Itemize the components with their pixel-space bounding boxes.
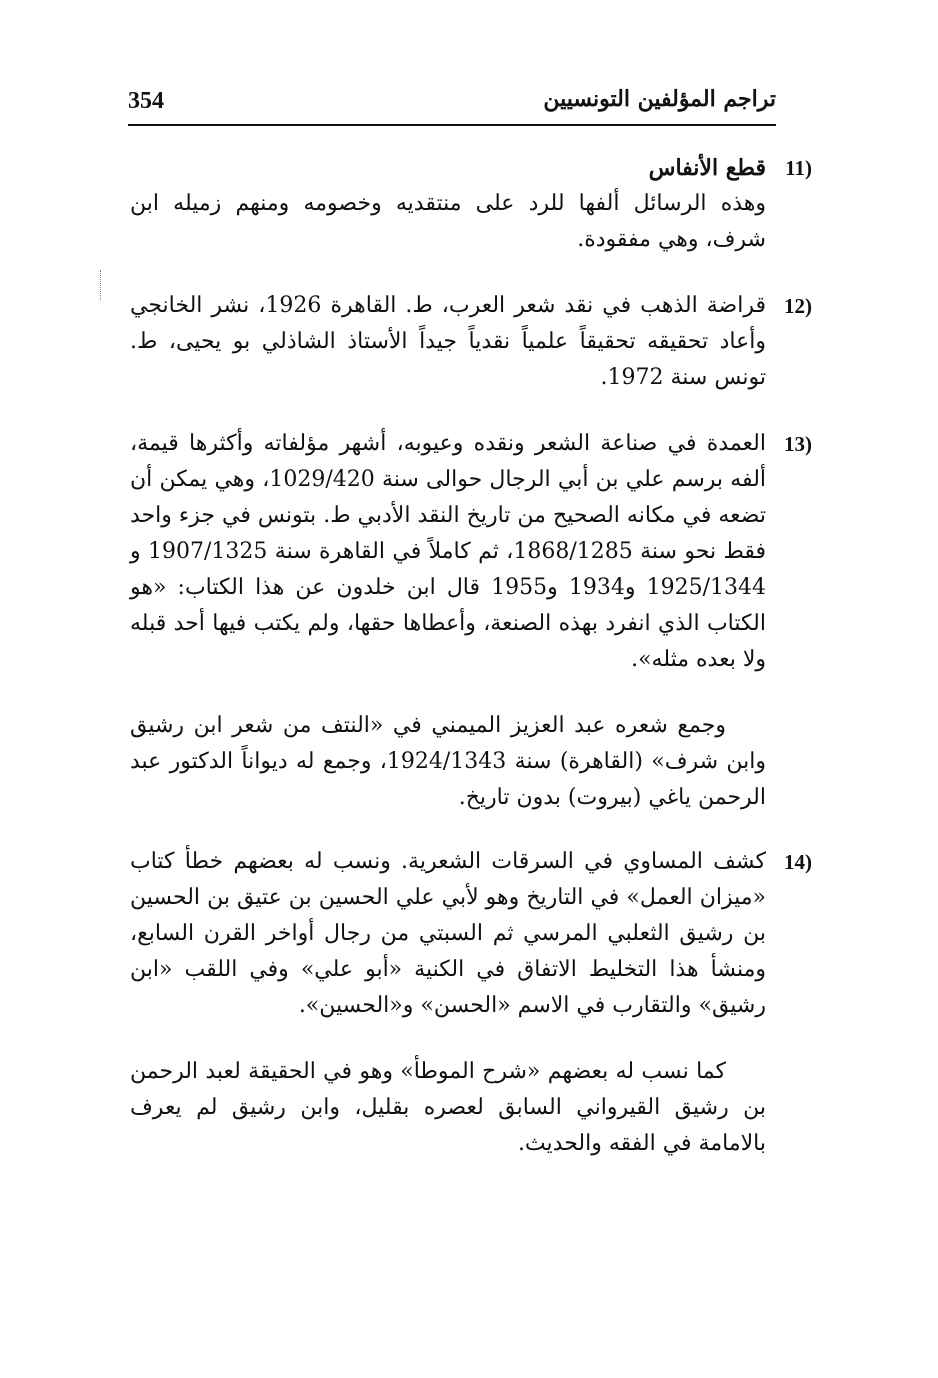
page-header <box>128 76 776 122</box>
entry-text: كشف المساوي في السرقات الشعرية. ونسب له بعضهم خطأ كتاب «ميزان العمل» في التاريخ وهو لأبي علي الحسين بن عتيق بن الحسين بن رشيق الثعلبي المرسي ثم السبتي من رجال أواخر القرن السابع، ومنشأ هذا التخليط الاتفاق في الكنية «أبو علي» وفي اللقب «ابن رشيق» والتقارب في الاسم «الحسن» و«الحسين». <box>130 849 766 1018</box>
entry-text: وهذه الرسائل ألفها للرد على منتقديه وخصومه ومنهم زميله ابن شرف، وهي مفقودة. <box>130 191 766 252</box>
header-rule <box>128 124 776 126</box>
margin-mark <box>100 270 103 300</box>
entry-12 <box>130 288 812 396</box>
entry-number: 12) <box>784 294 812 318</box>
running-title: تراجم المؤلفين التونسيين <box>543 86 776 112</box>
paragraph-diwan: وجمع شعره عبد العزيز الميمني في «النتف من شعر ابن رشيق وابن شرف» (القاهرة) سنة 1924/1343، وجمع له ديواناً الدكتور عبد الرحمن ياغي (بيروت) بدون تاريخ. <box>130 713 767 810</box>
entry-11 <box>130 150 812 258</box>
page-body <box>130 150 812 1190</box>
page-number: 354 <box>128 88 164 114</box>
entry-14 <box>130 844 812 1024</box>
entry-text: العمدة في صناعة الشعر ونقده وعيوبه، أشهر مؤلفاته وأكثرها قيمة، ألفه برسم علي بن أبي الرجال حوالى سنة 1029/420، وهي يمكن أن تضعه في مكانه الصحيح من تاريخ النقد الأدبي ط. بتونس في جزء واحد فقط نحو سنة 1868/1285، ثم كاملاً في القاهرة سنة 1907/1325 و 1925/1344 و1934 و1955 قال ابن خلدون عن هذا الكتاب: «هو الكتاب الذي انفرد بهذه الصنعة، وأعطاها حقها، ولم يكتب فيها أحد قبله ولا بعده مثله». <box>130 431 767 672</box>
entry-number: 13) <box>784 432 812 456</box>
paragraph-muwatta: كما نسب له بعضهم «شرح الموطأ» وهو في الحقيقة لعبد الرحمن بن رشيق القيرواني السابق لعصره بقليل، وابن رشيق لم يعرف بالامامة في الفقه والحديث. <box>130 1059 766 1156</box>
entry-13 <box>130 426 812 678</box>
entry-number: 11) <box>785 156 812 180</box>
entry-text: قراضة الذهب في نقد شعر العرب، ط. القاهرة 1926، نشر الخانجي وأعاد تحقيقه تحقيقاً علمياً نقدياً جيداً الأستاذ الشاذلي بو يحيى، ط. تونس سنة 1972. <box>130 293 766 390</box>
entry-number: 14) <box>784 850 812 874</box>
entry-title: قطع الأنفاس <box>648 155 766 181</box>
